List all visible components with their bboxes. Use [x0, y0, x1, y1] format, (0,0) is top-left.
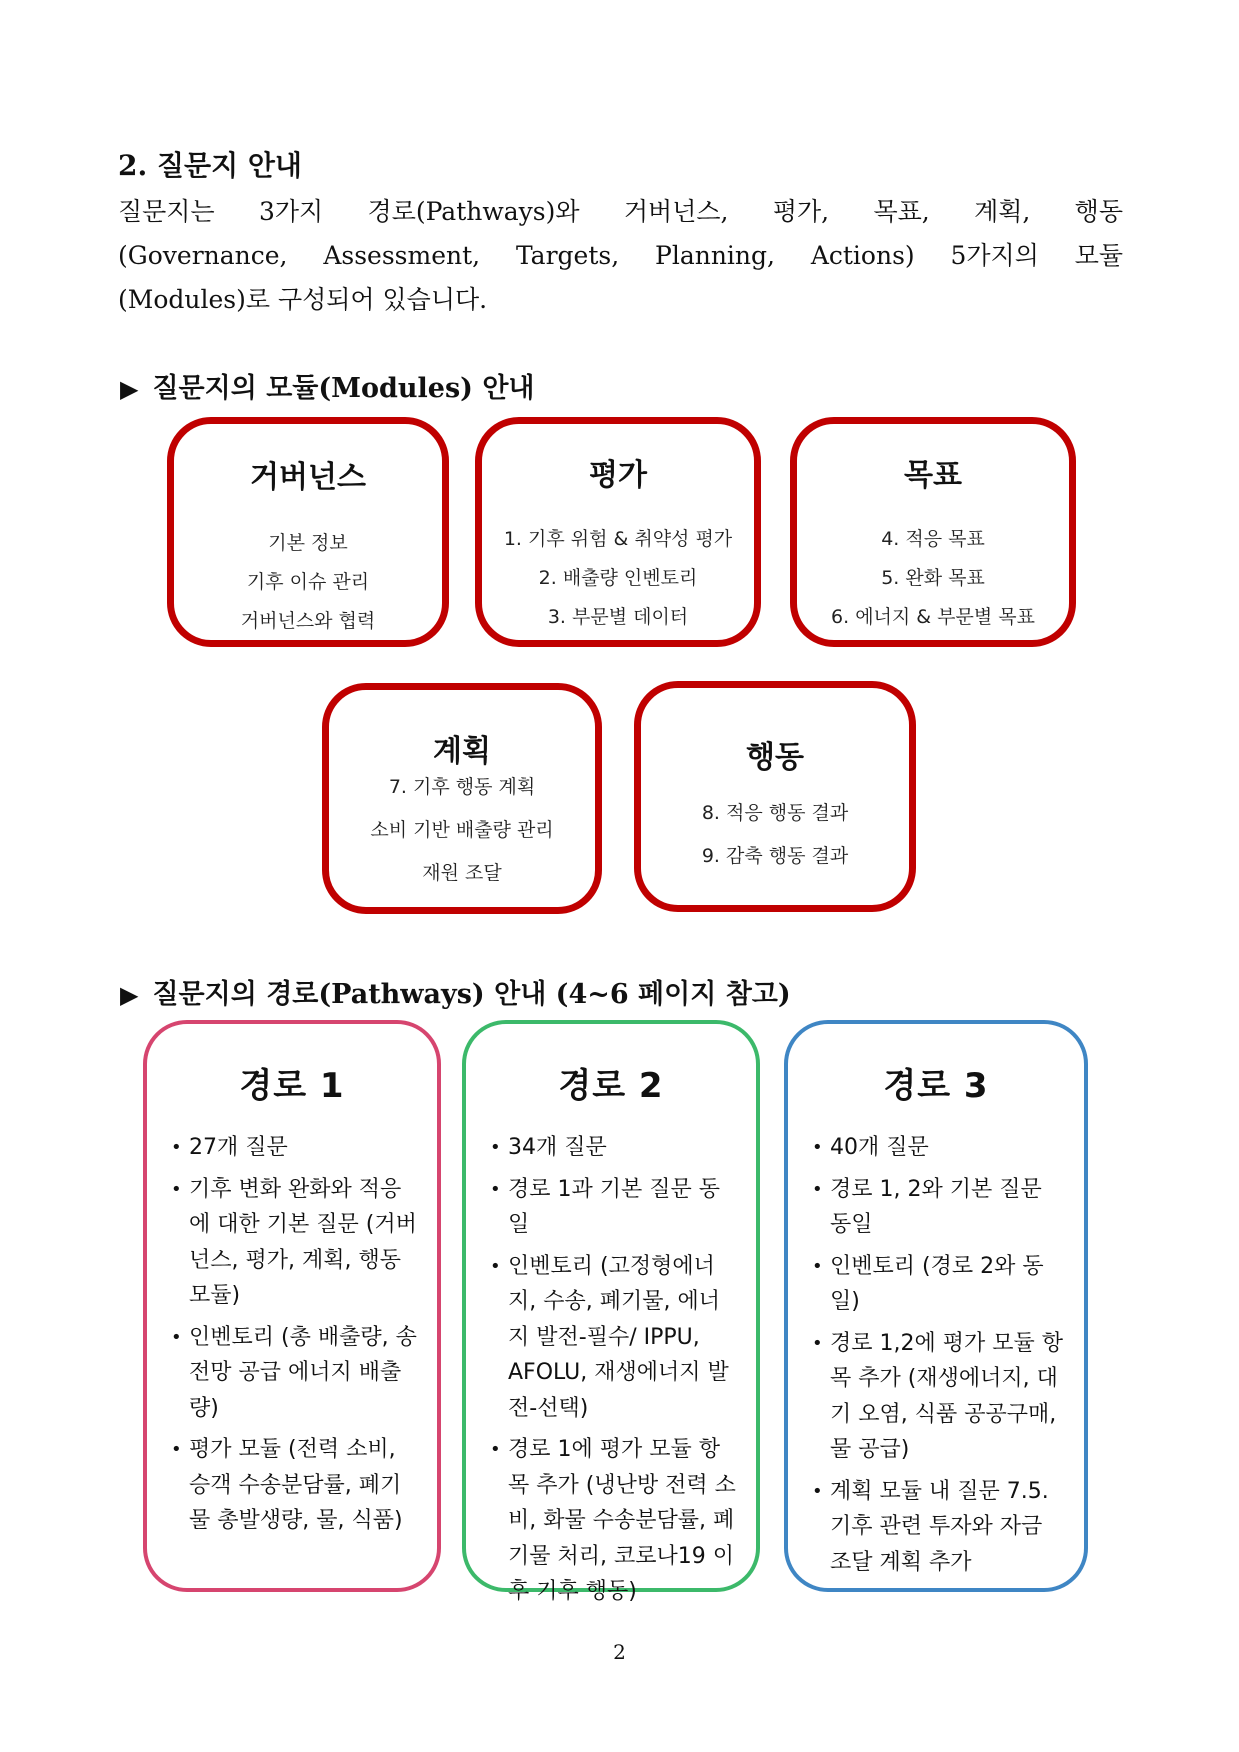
module-title: 거버넌스: [250, 460, 366, 495]
module-card-governance: [167, 417, 449, 647]
pathways-heading-text: 질문지의 경로(Pathways) 안내 (4~6 페이지 참고): [152, 979, 791, 1010]
module-item: 9. 감축 행동 결과: [701, 845, 849, 867]
pathway-item: • 40개 질문: [812, 1130, 1064, 1166]
module-item: 8. 적응 행동 결과: [701, 802, 849, 824]
pathway-card-3: [784, 1020, 1088, 1592]
pathway-item: • 경로 1, 2와 기본 질문 동일: [812, 1172, 1064, 1243]
module-item: 4. 적응 목표: [881, 528, 985, 550]
module-item: 6. 에너지 & 부문별 목표: [831, 606, 1035, 628]
pathway-item: • 인벤토리 (경로 2와 동일): [812, 1249, 1064, 1320]
modules-heading-text: 질문지의 모듈(Modules) 안내: [152, 373, 535, 404]
module-items: [174, 524, 442, 641]
intro-paragraph: [118, 190, 1123, 322]
pathway-items: [147, 1130, 437, 1539]
pathway-item: • 경로 1과 기본 질문 동일: [490, 1172, 736, 1243]
module-item: 2. 배출량 인벤토리: [538, 567, 698, 589]
pathway-item: • 인벤토리 (고정형에너지, 수송, 폐기물, 에너지 발전-필수/ IPPU, AFOLU, 재생에너지 발전-선택): [490, 1249, 736, 1427]
module-item: 5. 완화 목표: [881, 567, 985, 589]
module-items: [329, 766, 595, 895]
pathway-item: • 경로 1에 평가 모듈 항목 추가 (냉난방 전력 소비, 화물 수송분담률, 폐기물 처리, 코로나19 이후 기후 행동): [490, 1432, 736, 1610]
pathway-items: [466, 1130, 756, 1610]
module-item: 재원 조달: [422, 862, 502, 884]
pathway-title: 경로 3: [883, 1066, 989, 1106]
pathway-item: • 34개 질문: [490, 1130, 736, 1166]
module-card-planning: [322, 683, 602, 914]
module-items: [797, 520, 1069, 637]
pathway-title: 경로 1: [239, 1066, 345, 1106]
pathway-card-1: [143, 1020, 441, 1592]
pathway-item: • 27개 질문: [171, 1130, 417, 1166]
page-number: 2: [613, 1640, 626, 1664]
module-title: 평가: [589, 458, 647, 493]
section-title: 2. 질문지 안내: [118, 149, 302, 182]
module-card-targets: [790, 417, 1076, 647]
module-item: 1. 기후 위험 & 취약성 평가: [503, 528, 733, 550]
module-card-actions: [634, 681, 916, 912]
triangle-bullet-icon: ▶: [120, 374, 139, 403]
pathways-heading: [120, 972, 791, 1011]
module-item: 기본 정보: [268, 532, 348, 554]
module-items: [641, 792, 909, 878]
module-item: 소비 기반 배출량 관리: [370, 819, 554, 841]
intro-line: (Modules)로 구성되어 있습니다.: [118, 285, 488, 314]
pathway-card-2: [462, 1020, 760, 1604]
pathway-item: • 평가 모듈 (전력 소비, 승객 수송분담률, 폐기물 총발생량, 물, 식품): [171, 1432, 417, 1539]
module-title: 행동: [746, 740, 804, 775]
module-title: 계획: [433, 734, 491, 769]
module-item: 7. 기후 행동 계획: [388, 776, 536, 798]
pathway-title: 경로 2: [558, 1066, 664, 1106]
intro-line: 질문지는 3가지 경로(Pathways)와 거버넌스, 평가, 목표, 계획, 행동: [118, 197, 1123, 226]
module-item: 3. 부문별 데이터: [547, 606, 689, 628]
pathway-item: • 계획 모듈 내 질문 7.5. 기후 관련 투자와 자금 조달 계획 추가: [812, 1474, 1064, 1581]
pathway-item: • 인벤토리 (총 배출량, 송전망 공급 에너지 배출량): [171, 1320, 417, 1427]
intro-line: (Governance, Assessment, Targets, Planning, Actions) 5가지의 모듈: [118, 241, 1123, 270]
pathway-item: • 기후 변화 완화와 적응에 대한 기본 질문 (거버넌스, 평가, 계획, 행동 모듈): [171, 1172, 417, 1314]
pathway-items: [788, 1130, 1084, 1580]
module-card-assessment: [475, 417, 761, 647]
pathway-item: • 경로 1,2에 평가 모듈 항목 추가 (재생에너지, 대기 오염, 식품 공공구매, 물 공급): [812, 1326, 1064, 1468]
module-item: 기후 이슈 관리: [246, 571, 370, 593]
module-item: 거버넌스와 협력: [240, 610, 376, 632]
module-title: 목표: [904, 458, 962, 493]
modules-heading: [120, 366, 535, 405]
module-items: [482, 520, 754, 637]
triangle-bullet-icon: ▶: [120, 980, 139, 1009]
